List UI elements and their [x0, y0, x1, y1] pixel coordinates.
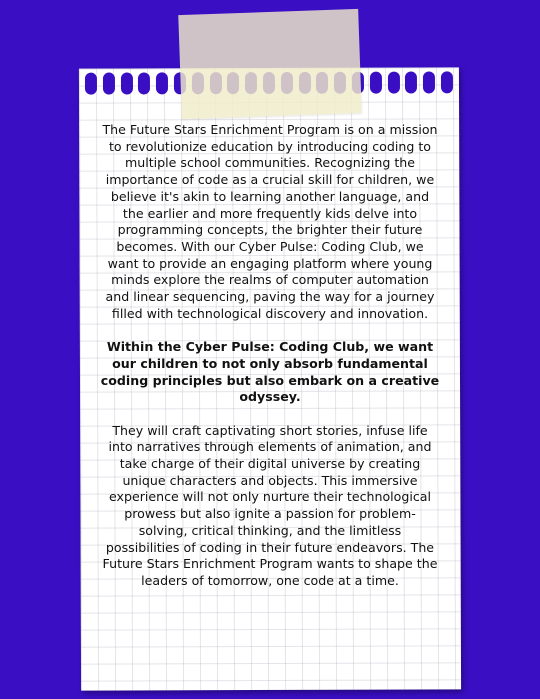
binder-hole	[370, 72, 382, 94]
binder-hole	[138, 72, 150, 94]
closing-paragraph: They will craft captivating short stories, infuse life into narratives through elements of animation, and take charge of their digital universe by creating unique characters and objects. This immersive experience will not only nurture their technological prowess but also ignite a passion for problem-solving, critical thinking, and the limitless possibilities of coding in their future endeavors. The Future Stars Enrichment Program wants to shape the leaders of tomorrow, one code at a time.	[102, 422, 438, 588]
tape-strip	[178, 9, 362, 119]
binder-hole	[103, 73, 115, 95]
binder-hole	[85, 73, 97, 95]
highlight-paragraph: Within the Cyber Pulse: Coding Club, we want our children to not only absorb fundamental coding principles but also embark on a creative odyssey.	[100, 339, 440, 405]
binder-hole	[387, 72, 399, 94]
flyer-text	[100, 122, 440, 590]
binder-hole	[405, 71, 417, 93]
binder-hole	[423, 71, 435, 93]
binder-hole	[156, 72, 168, 94]
intro-paragraph: The Future Stars Enrichment Program is on a mission to revolutionize education by introducing coding to multiple school communities. Recognizing the importance of code as a crucial skill for children, we believe it's akin to learning another language, and the earlier and more frequently kids delve into programming concepts, the brighter their future becomes. With our Cyber Pulse: Coding Club, we want to provide an engaging platform where young minds explore the realms of computer automation and linear sequencing, paving the way for a journey filled with technological discovery and innovation.	[102, 122, 438, 321]
binder-hole	[121, 72, 133, 94]
binder-hole	[441, 71, 453, 93]
